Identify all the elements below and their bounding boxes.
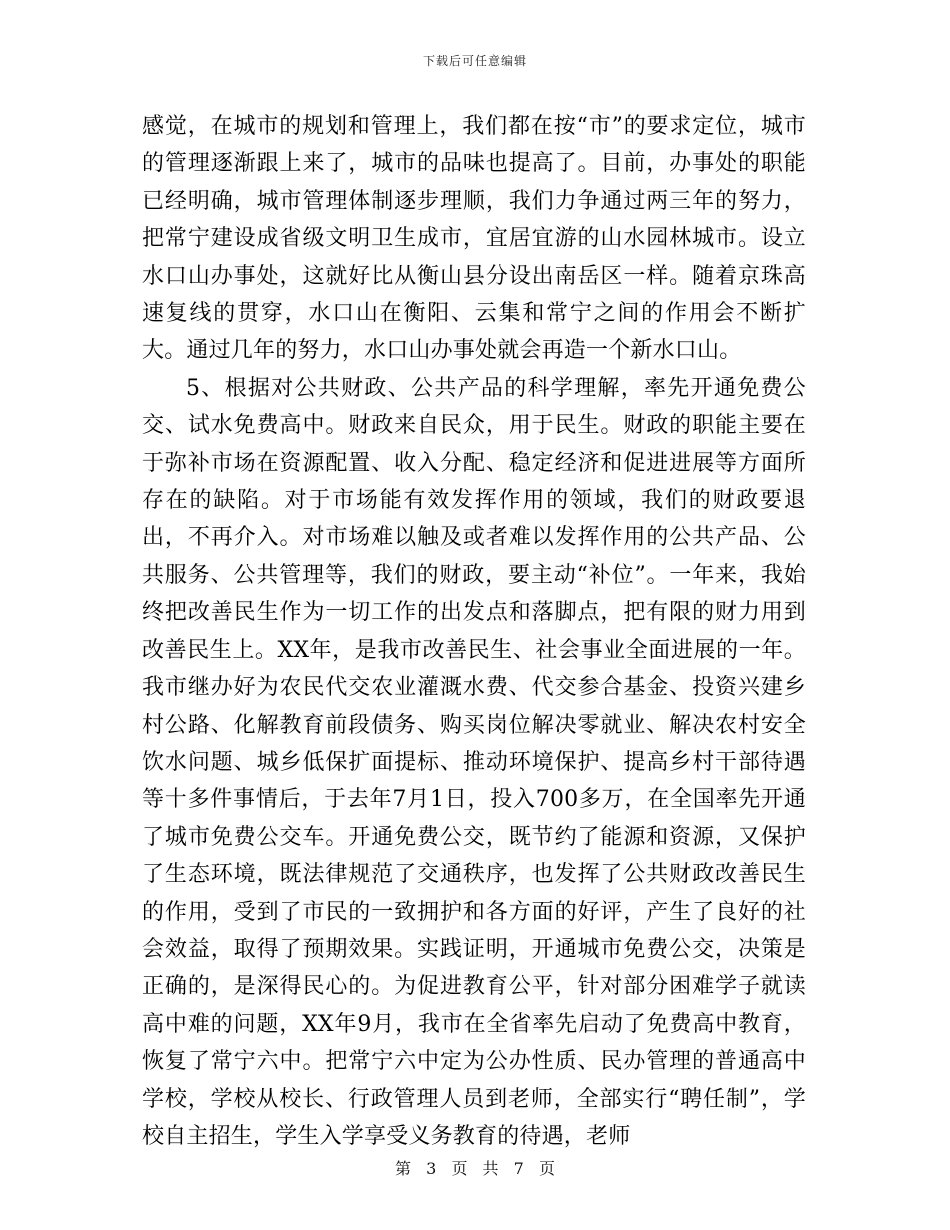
footer-total-label: 页 [538,1159,555,1178]
paragraph-continuation: 感觉，在城市的规划和管理上，我们都在按“市”的要求定位，城市的管理逐渐跟上来了，城市的品味也提高了。目前，办事处的职能已经明确，城市管理体制逐步理顺，我们力争通过两三年的努力，把常宁建设成省级文明卫生成市，宜居宜游的山水园林城市。设立水口山办事处，这就好比从衡山县分设出南岳区一样。随着京珠高速复线的贯穿，水口山在衡阳、云集和常宁之间的作用会不断扩大。通过几年的努力，水口山办事处就会再造一个新水口山。 [142,114,806,364]
header-text: 下载后可任意编辑 [422,54,527,68]
footer-total-prefix: 共 [482,1159,499,1178]
total-pages-number: 7 [513,1159,524,1178]
page-header [0,52,950,69]
footer-page-label: 页 [451,1159,468,1178]
paragraph-item-5: 5、根据对公共财政、公共产品的科学理解，率先开通免费公交、试水免费高中。财政来自民众，用于民生。财政的职能主要在于弥补市场在资源配置、收入分配、稳定经济和促进进展等方面所存在的缺陷。对于市场能有效发挥作用的领域，我们的财政要退出，不再介入。对市场难以触及或者难以发挥作用的公共产品、公共服务、公共管理等，我们的财政，要主动“补位”。一年来，我始终把改善民生作为一切工作的出发点和落脚点，把有限的财力用到改善民生上。XX年，是我市改善民生、社会事业全面进展的一年。我市继办好为农民代交农业灌溉水费、代交参合基金、投资兴建乡村公路、化解教育前段债务、购买岗位解决零就业、解决农村安全饮水问题、城乡低保扩面提标、推动环境保护、提高乡村干部待遇等十多件事情后，于去年7月1日，投入700多万，在全国率先开通了城市免费公交车。开通免费公交，既节约了能源和资源，又保护了生态环境，既法律规范了交通秩序，也发挥了公共财政改善民生的作用，受到了市民的一致拥护和各方面的好评，产生了良好的社会效益，取得了预期效果。实践证明，开通城市免费公交，决策是正确的，是深得民心的。为促进教育公平，针对部分困难学子就读高中难的问题，XX年9月，我市在全省率先启动了免费高中教育，恢复了常宁六中。把常宁六中定为公办性质、民办管理的普通高中学校，学校从校长、行政管理人员到老师，全部实行“聘任制”，学校自主招生，学生入学享受义务教育的待遇，老师 [142,375,806,1149]
footer-prefix: 第 [395,1159,412,1178]
current-page-number: 3 [426,1159,437,1178]
page-footer [0,1156,950,1179]
document-body [142,108,806,1155]
